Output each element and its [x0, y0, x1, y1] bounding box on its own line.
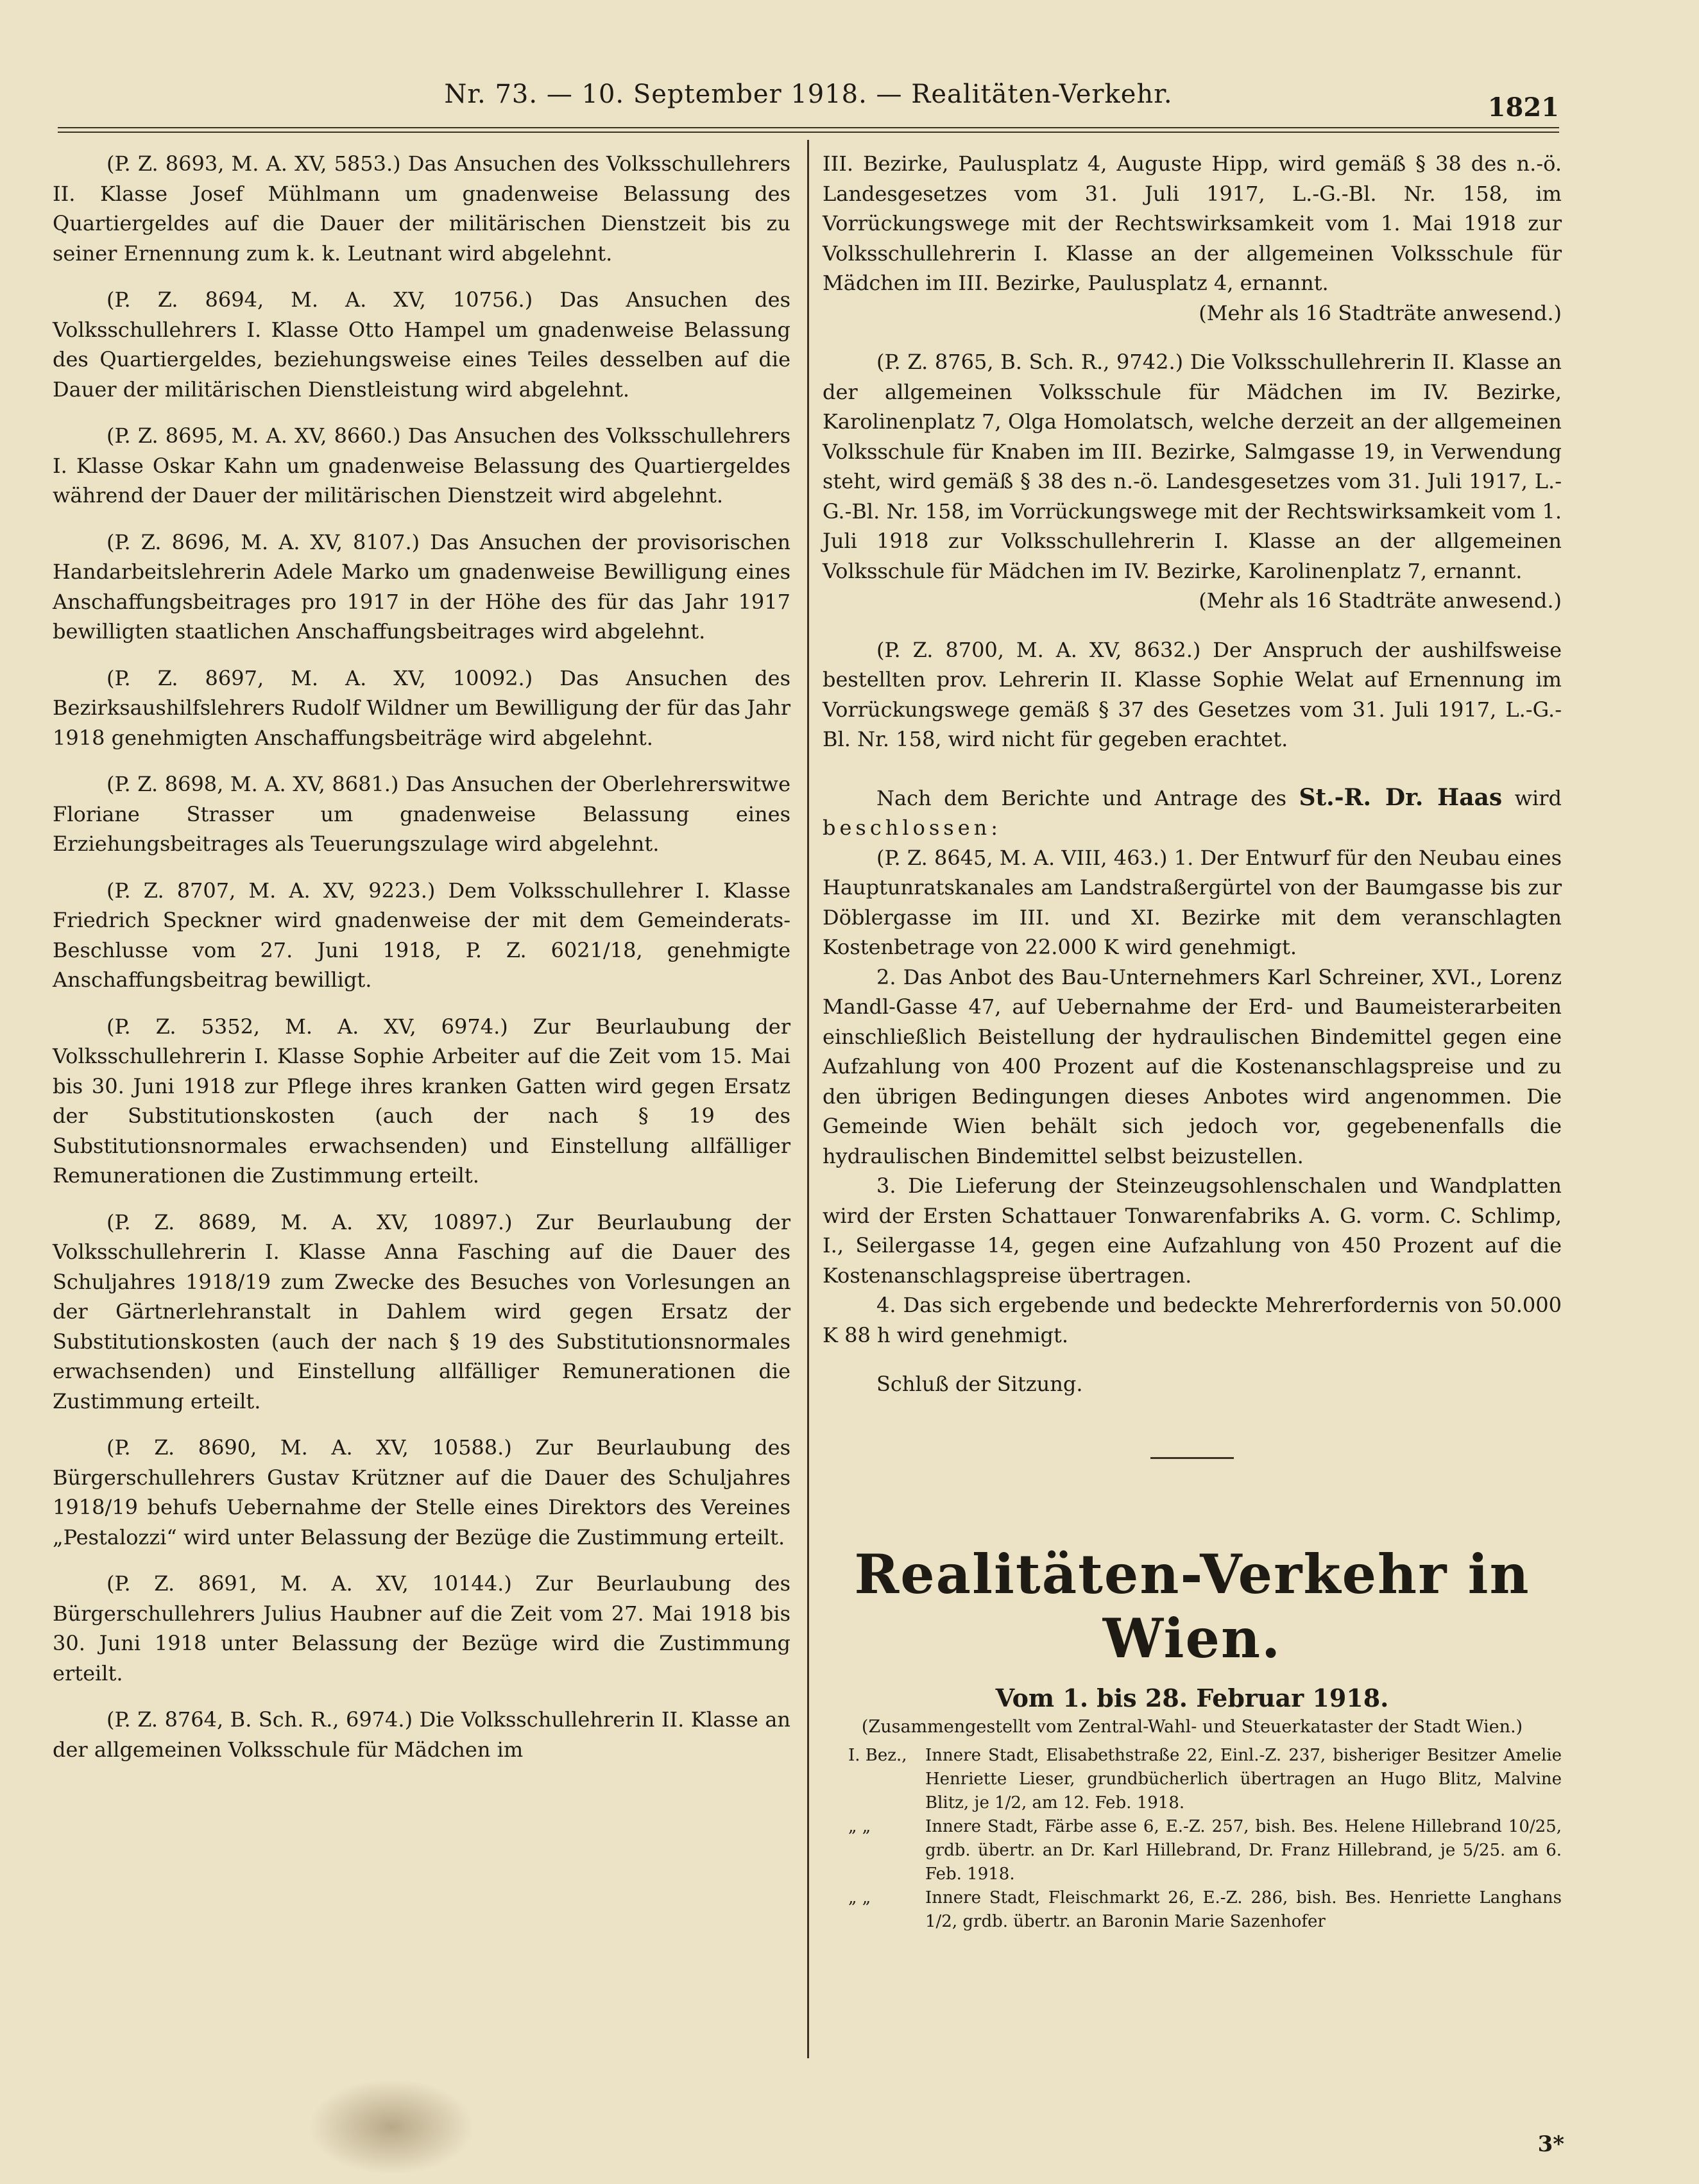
header-rule — [58, 127, 1559, 133]
section-period: Vom 1. bis 28. Februar 1918. — [995, 1683, 1389, 1712]
section-title: Realitäten-Verkehr in Wien. — [854, 1542, 1530, 1670]
paper-stain — [308, 2079, 475, 2175]
resolution-item: 3. Die Lieferung der Steinzeugsohlenschalen und Wandplatten wird der Ersten Schattauer Tonwarenfabriks A. G. vorm. C. Schlimp, I., Seilergasse 14, gegen eine Aufzahlung von 450 Prozent auf die Kostenanschlagspreise übertragen. — [823, 1173, 1562, 1288]
entry-district: „ „ — [848, 1816, 871, 1836]
resolution-item: 2. Das Anbot des Bau-Unternehmers Karl Schreiner, XVI., Lorenz Mandl-Gasse 47, auf Uebernahme der Erd- und Baumeisterarbeiten einschließlich Beistellung der hydraulischen Bindemittel gegen eine Aufzahlung von 400 Prozent auf die Kostenanschlagspreise und zu den übrigen Bedingungen dieses Anbotes wird angenommen. Die Gemeinde Wien behält sich jedoch vor, gegebenenfalls die hydraulischen Bindemittel selbst beizustellen. — [823, 964, 1562, 1168]
resolution-item: 4. Das sich ergebende und bedeckte Mehrerfordernis von 50.000 K 88 h wird genehmigt. — [823, 1293, 1562, 1347]
resolution-item: (P. Z. 8645, M. A. VIII, 463.) 1. Der Entwurf für den Neubau eines Hauptunratskanales am Landstraßergürtel von der Baumgasse bis zur Döblergasse im III. und XI. Bezirke mit dem veranschlagten Kostenbetrage von 22.000 K wird genehmigt. — [823, 845, 1562, 959]
left-column — [53, 149, 790, 1764]
report-intro: Nach dem Berichte und Antrage des — [876, 785, 1287, 810]
paragraph: (P. Z. 8690, M. A. XV, 10588.) Zur Beurlaubung des Bürgerschullehrers Gustav Krützner auf die Dauer des Schuljahres 1918/19 behufs Uebernahme der Stelle eines Direktors des Vereines „Pestalozzi“ wird unter Belassung der Bezüge die Zustimmung erteilt. — [53, 1435, 790, 1549]
paragraph: (P. Z. 8707, M. A. XV, 9223.) Dem Volksschullehrer I. Klasse Friedrich Speckner wird gnadenweise der mit dem Gemeinderats-Beschlusse vom 27. Juni 1918, P. Z. 6021/18, genehmigte Anschaffungsbeitrag bewilligt. — [53, 878, 790, 992]
real-estate-entry — [848, 1815, 1562, 1886]
entry-text: Innere Stadt, Färbe asse 6, E.-Z. 257, bish. Bes. Helene Hillebrand 10/25, grdb. übertr. an Dr. Karl Hillebrand, Dr. Franz Hillebrand, je 5/25. am 6. Feb. 1918. — [925, 1816, 1562, 1884]
entry-district: „ „ — [848, 1888, 871, 1907]
page-header — [58, 76, 1559, 133]
paragraph: (P. Z. 8765, B. Sch. R., 9742.) Die Volksschullehrerin II. Klasse an der allgemeinen Volksschule für Mädchen im IV. Bezirke, Karolinenplatz 7, Olga Homolatsch, welche derzeit an der allgemeinen Volksschule für Knaben im III. Bezirke, Salmgasse 19, in Verwendung steht, wird gemäß § 38 des n.-ö. Landesgesetzes vom 31. Juli 1917, L.-G.-Bl. Nr. 158, im Vorrückungswege mit der Rechtswirksamkeit vom 1. Juli 1918 zur Volksschullehrerin I. Klasse an der allgemeinen Volksschule für Mädchen im IV. Bezirke, Karolinenplatz 7, ernannt. — [823, 350, 1562, 583]
issue-line: Nr. 73. — 10. September 1918. — Realitäten-Verkehr. — [444, 80, 1173, 109]
paragraph: (P. Z. 8697, M. A. XV, 10092.) Das Ansuchen des Bezirksaushilfslehrers Rudolf Wildner um Bewilligung der für das Jahr 1918 genehmigten Anschaffungsbeiträge wird abgelehnt. — [53, 665, 790, 750]
entry-text: Innere Stadt, Elisabethstraße 22, Einl.-Z. 237, bisheriger Besitzer Amelie Henriette Lieser, grundbücherlich übertragen an Hugo Blitz, Malvine Blitz, je 1/2, am 12. Feb. 1918. — [925, 1745, 1562, 1813]
report-line — [823, 783, 1562, 843]
paragraph: III. Bezirke, Paulusplatz 4, Auguste Hipp, wird gemäß § 38 des n.-ö. Landesgesetzes vom 31. Juli 1917, L.-G.-Bl. Nr. 158, im Vorrückungswege mit der Rechtswirksamkeit vom 1. Mai 1918 zur Volksschullehrerin I. Klasse an der allgemeinen Volksschule für Mädchen im III. Bezirke, Paulusplatz 4, ernannt. — [823, 151, 1562, 295]
resolved-label: beschlossen: — [823, 815, 1002, 840]
paragraph: (P. Z. 8700, M. A. XV, 8632.) Der Anspruch der aushilfsweise bestellten prov. Lehrerin II. Klasse Sophie Welat auf Ernennung im Vorrückungswege gemäß § 37 des Gesetzes vom 31. Juli 1917, L.-G.-Bl. Nr. 158, wird nicht für gegeben erachtet. — [823, 637, 1562, 751]
entry-district: I. Bez., — [848, 1745, 907, 1765]
entry-text: Innere Stadt, Fleischmarkt 26, E.-Z. 286, bish. Bes. Henriette Langhans 1/2, grdb. übertr. an Baronin Marie Sazenhofer — [925, 1888, 1562, 1931]
paragraph: (P. Z. 5352, M. A. XV, 6974.) Zur Beurlaubung der Volksschullehrerin I. Klasse Sophie Arbeiter auf die Zeit vom 15. Mai bis 30. Juni 1918 zur Pflege ihres kranken Gatten wird gegen Ersatz der Substitutionskosten (auch der nach § 19 des Substitutionsnormales erwachsenden) und Einstellung allfälliger Remunerationen die Zustimmung erteilt. — [53, 1014, 790, 1188]
section-source: (Zusammengestellt vom Zentral-Wahl- und Steuerkataster der Stadt Wien.) — [861, 1716, 1523, 1737]
paragraph: (P. Z. 8764, B. Sch. R., 6974.) Die Volksschullehrerin II. Klasse an der allgemeinen Volksschule für Mädchen im — [53, 1707, 790, 1762]
paragraph: (P. Z. 8698, M. A. XV, 8681.) Das Ansuchen der Oberlehrerswitwe Floriane Strasser um gnadenweise Belassung eines Erziehungsbeitrages als Teuerungszulage wird abgelehnt. — [53, 772, 790, 856]
attendance-note: (Mehr als 16 Stadträte anwesend.) — [1199, 588, 1562, 613]
real-estate-entry — [848, 1744, 1562, 1815]
section-separator — [1150, 1457, 1234, 1459]
paragraph: (P. Z. 8693, M. A. XV, 5853.) Das Ansuchen des Volksschullehrers II. Klasse Josef Mühlmann um gnadenweise Belassung des Quartiergeldes auf die Dauer der militärischen Dienstzeit bis zu seiner Ernennung zum k. k. Leutnant wird abgelehnt. — [53, 151, 790, 266]
paragraph: (P. Z. 8696, M. A. XV, 8107.) Das Ansuchen der provisorischen Handarbeitslehrerin Adele Marko um gnadenweise Bewilligung eines Anschaffungsbeitrages pro 1917 in der Höhe des für das Jahr 1917 bewilligten staatlichen Anschaffungsbeitrages wird abgelehnt. — [53, 529, 790, 644]
report-verb: wird — [1514, 785, 1562, 810]
paragraph: (P. Z. 8689, M. A. XV, 10897.) Zur Beurlaubung der Volksschullehrerin I. Klasse Anna Fasching auf die Dauer des Schuljahres 1918/19 zum Zwecke des Besuches von Vorlesungen an der Gärtnerlehranstalt in Dahlem wird gegen Ersatz der Substitutionskosten (auch der nach § 19 des Substitutionsnormales erwachsenden) und Einstellung allfälliger Remunerationen die Zustimmung erteilt. — [53, 1209, 790, 1413]
real-estate-entry — [848, 1886, 1562, 1934]
councillor-name: St.-R. Dr. Haas — [1299, 783, 1503, 811]
sheet-signature: 3* — [1537, 2131, 1564, 2157]
paragraph: (P. Z. 8695, M. A. XV, 8660.) Das Ansuchen des Volksschullehrers I. Klasse Oskar Kahn um gnadenweise Belassung des Quartiergeldes während der Dauer der militärischen Dienstzeit wird abgelehnt. — [53, 423, 790, 508]
attendance-note: (Mehr als 16 Stadträte anwesend.) — [1199, 300, 1562, 325]
right-column — [823, 149, 1562, 1934]
page-number: 1821 — [1487, 92, 1559, 123]
closing-line: Schluß der Sitzung. — [876, 1372, 1083, 1396]
paragraph: (P. Z. 8694, M. A. XV, 10756.) Das Ansuchen des Volksschullehrers I. Klasse Otto Hampel um gnadenweise Belassung des Quartiergeldes, beziehungsweise eines Teiles desselben auf die Dauer der militärischen Dienstleistung wird abgelehnt. — [53, 287, 790, 402]
paragraph: (P. Z. 8691, M. A. XV, 10144.) Zur Beurlaubung des Bürgerschullehrers Julius Haubner auf die Zeit vom 27. Mai 1918 bis 30. Juni 1918 unter Belassung der Bezüge wird die Zustimmung erteilt. — [53, 1571, 790, 1685]
column-divider — [807, 140, 809, 2058]
